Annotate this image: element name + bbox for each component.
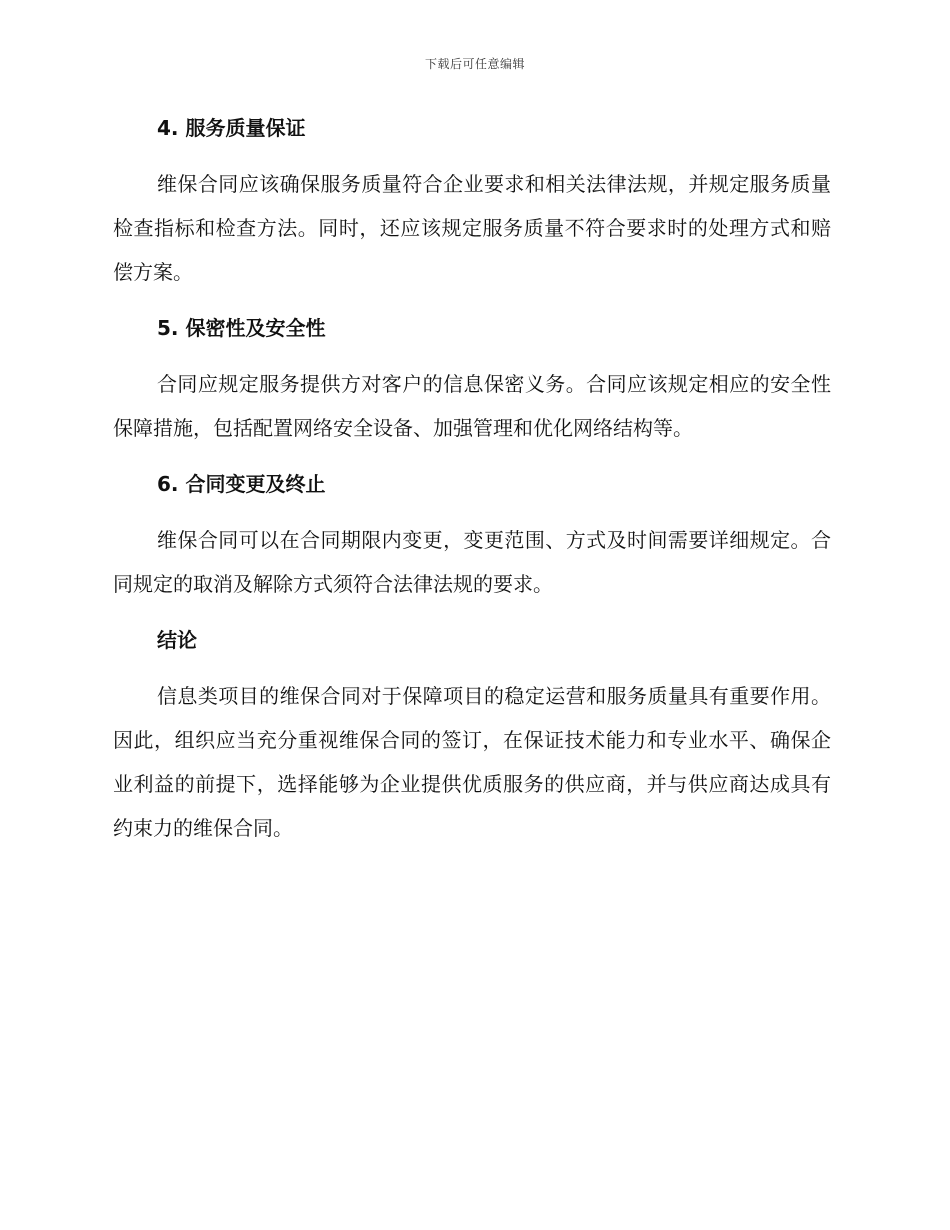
section-conclusion [113,620,831,850]
section-heading: 5. 保密性及安全性 [157,316,326,340]
document-body [113,108,831,864]
section-confidentiality-security [113,308,831,450]
section-paragraph: 信息类项目的维保合同对于保障项目的稳定运营和服务质量具有重要作用。因此，组织应当充分重视维保合同的签订，在保证技术能力和专业水平、确保企业利益的前提下，选择能够为企业提供优质服务的供应商，并与供应商达成具有约束力的维保合同。 [113,684,831,840]
section-paragraph: 合同应规定服务提供方对客户的信息保密义务。合同应该规定相应的安全性保障措施，包括配置网络安全设备、加强管理和优化网络结构等。 [113,372,831,440]
section-heading: 6. 合同变更及终止 [157,472,326,496]
section-heading: 结论 [157,628,197,652]
section-heading: 4. 服务质量保证 [157,116,306,140]
section-service-quality [113,108,831,294]
section-contract-change-termination [113,464,831,606]
section-paragraph: 维保合同可以在合同期限内变更，变更范围、方式及时间需要详细规定。合同规定的取消及解除方式须符合法律法规的要求。 [113,528,831,596]
section-paragraph: 维保合同应该确保服务质量符合企业要求和相关法律法规，并规定服务质量检查指标和检查方法。同时，还应该规定服务质量不符合要求时的处理方式和赔偿方案。 [113,172,831,284]
header-note: 下载后可任意编辑 [424,57,525,71]
